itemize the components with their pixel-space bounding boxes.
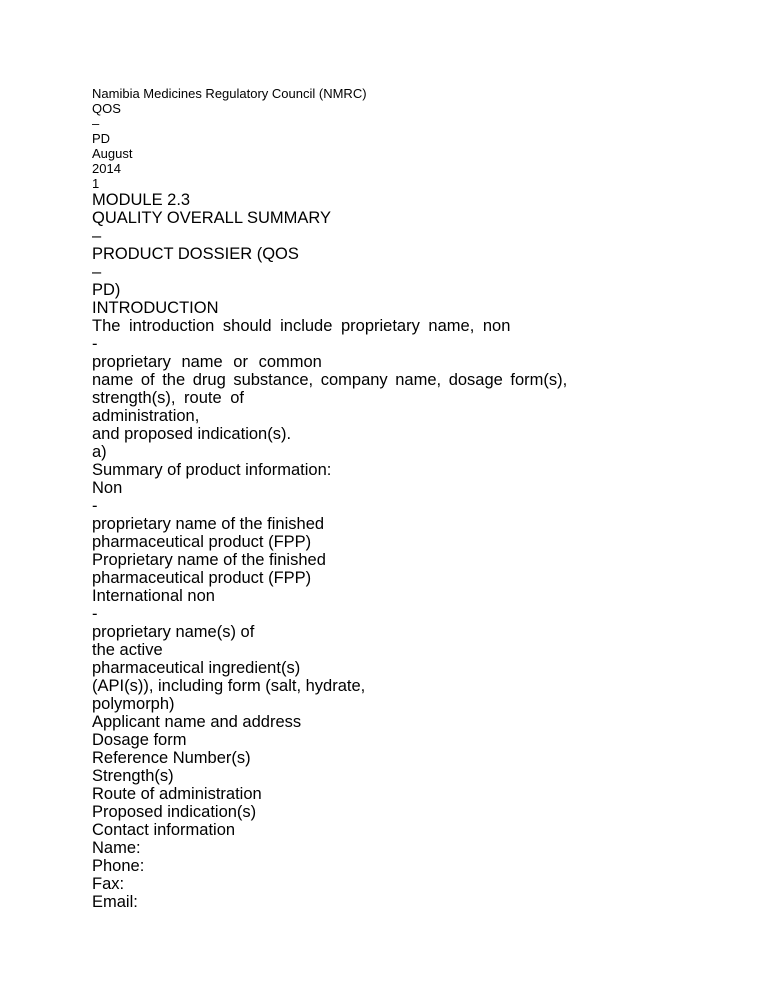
text-line: Non — [92, 479, 123, 497]
module-title-line: PD) — [92, 281, 121, 299]
text-line: name of the drug substance, company name, dosage form(s), — [92, 371, 568, 389]
text-line: - — [92, 335, 98, 353]
text-line: Contact information — [92, 821, 236, 839]
text-line: Summary of product information: — [92, 461, 332, 479]
text-line: and proposed indication(s). — [92, 425, 292, 443]
text-line: Name: — [92, 839, 141, 857]
section-heading: INTRODUCTION — [92, 299, 219, 317]
page-header — [92, 86, 367, 191]
text-line: Strength(s) — [92, 767, 174, 785]
text-line: Reference Number(s) — [92, 749, 251, 767]
text-line: strength(s), route of — [92, 389, 244, 407]
text-line: administration, — [92, 407, 200, 425]
text-line: proprietary name of the finished — [92, 515, 325, 533]
module-title-line: – — [92, 227, 102, 245]
text-line: proprietary name(s) of — [92, 623, 255, 641]
text-line: Phone: — [92, 857, 145, 875]
text-line: Dosage form — [92, 731, 187, 749]
text-line: proprietary name or common — [92, 353, 322, 371]
text-line: the active — [92, 641, 163, 659]
header-line: – — [92, 116, 100, 131]
module-title-line: – — [92, 263, 102, 281]
text-line: - — [92, 605, 98, 623]
text-line: Email: — [92, 893, 138, 911]
header-line: Namibia Medicines Regulatory Council (NMRC) — [92, 86, 367, 101]
module-title-line: MODULE 2.3 — [92, 191, 191, 209]
text-line: pharmaceutical ingredient(s) — [92, 659, 301, 677]
text-line: Proposed indication(s) — [92, 803, 257, 821]
header-line: 2014 — [92, 161, 121, 176]
text-line: Route of administration — [92, 785, 262, 803]
text-line: International non — [92, 587, 215, 605]
document-body — [92, 191, 567, 911]
text-line: Fax: — [92, 875, 125, 893]
text-line: (API(s)), including form (salt, hydrate, — [92, 677, 366, 695]
text-line: - — [92, 497, 98, 515]
text-line: Applicant name and address — [92, 713, 302, 731]
header-line: PD — [92, 131, 111, 146]
text-line: pharmaceutical product (FPP) — [92, 533, 312, 551]
module-title-line: QUALITY OVERALL SUMMARY — [92, 209, 332, 227]
header-line: QOS — [92, 101, 121, 116]
header-line: 1 — [92, 176, 100, 191]
text-line: Proprietary name of the finished — [92, 551, 326, 569]
text-line: a) — [92, 443, 107, 461]
module-title-line: PRODUCT DOSSIER (QOS — [92, 245, 299, 263]
text-line: polymorph) — [92, 695, 175, 713]
header-line: August — [92, 146, 133, 161]
text-line: The introduction should include proprietary name, non — [92, 317, 511, 335]
text-line: pharmaceutical product (FPP) — [92, 569, 312, 587]
